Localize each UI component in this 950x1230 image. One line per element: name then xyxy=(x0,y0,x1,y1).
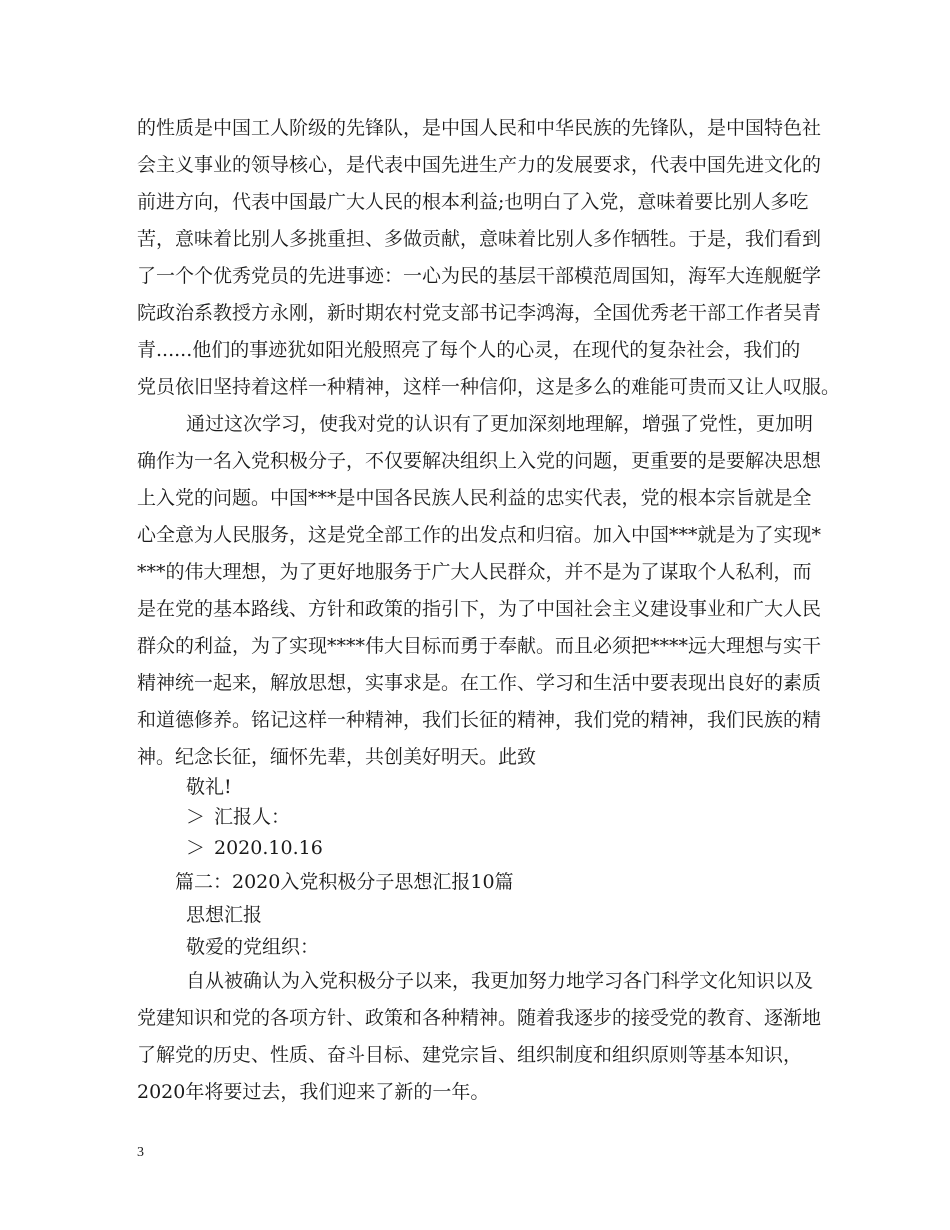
page-number: 3 xyxy=(137,1145,144,1160)
text-line: 的性质是中国工人阶级的先锋队，是中国人民和中华民族的先锋队，是中国特色社 xyxy=(137,117,822,139)
salutation: 敬爱的党组织： xyxy=(186,936,320,958)
text-line: 是在党的基本路线、方针和政策的指引下，为了中国社会主义建设事业和广大人民 xyxy=(137,598,822,620)
text-line: ***的伟大理想，为了更好地服务于广大人民群众，并不是为了谋取个人私利，而 xyxy=(137,561,812,583)
text-line: 通过这次学习，使我对党的认识有了更加深刻地理解，增强了党性，更加明 xyxy=(186,413,814,435)
text-line: 上入党的问题。中国***是中国各民族人民利益的忠实代表，党的根本宗旨就是全 xyxy=(137,487,812,509)
chevron-right-icon: ＞ xyxy=(186,837,206,859)
text-line: 党员依旧坚持着这样一种精神，这样一种信仰，这是多么的难能可贵而又让人叹服。 xyxy=(137,376,841,398)
text-line: 院政治系教授方永刚，新时期农村党支部书记李鸿海，全国优秀老干部工作者吴青 xyxy=(137,302,822,324)
text-line: 自从被确认为入党积极分子以来，我更加努力地学习各门科学文化知识以及 xyxy=(186,970,814,992)
text-line: 了解党的历史、性质、奋斗目标、建党宗旨、组织制度和组织原则等基本知识， xyxy=(137,1044,803,1066)
list-item xyxy=(186,833,323,863)
list-item xyxy=(186,802,290,832)
reporter-label: 汇报人： xyxy=(214,806,291,828)
chevron-right-icon: ＞ xyxy=(186,806,206,828)
text-line: 和道德修养。铭记这样一种精神，我们长征的精神，我们党的精神，我们民族的精 xyxy=(137,709,822,731)
text-line: 2020年将要过去，我们迎来了新的一年。 xyxy=(137,1081,490,1103)
text-line: 了一个个优秀党员的先进事迹：一心为民的基层干部模范周国知，海军大连舰艇学 xyxy=(137,265,822,287)
report-title: 思想汇报 xyxy=(186,904,263,926)
text-line: 青......他们的事迹犹如阳光般照亮了每个人的心灵，在现代的复杂社会，我们的 xyxy=(137,339,801,361)
text-line: 神。纪念长征，缅怀先辈，共创美好明天。此致 xyxy=(137,746,537,768)
section-title: 篇二：2020入党积极分子思想汇报10篇 xyxy=(175,871,514,893)
text-line: 群众的利益，为了实现****伟大目标而勇于奉献。而且必须把****远大理想与实干 xyxy=(137,635,822,657)
text-line: 苦，意味着比别人多挑重担、多做贡献，意味着比别人多作牺牲。于是，我们看到 xyxy=(137,228,822,250)
text-line: 确作为一名入党积极分子，不仅要解决组织上入党的问题，更重要的是要解决思想 xyxy=(137,450,822,472)
text-line: 心全意为人民服务，这是党全部工作的出发点和归宿。加入中国***就是为了实现* xyxy=(137,524,822,546)
closing-line: 敬礼! xyxy=(186,776,232,798)
report-date: 2020.10.16 xyxy=(214,837,323,859)
text-line: 会主义事业的领导核心，是代表中国先进生产力的发展要求，代表中国先进文化的 xyxy=(137,154,822,176)
text-line: 精神统一起来，解放思想，实事求是。在工作、学习和生活中要表现出良好的素质 xyxy=(137,672,822,694)
text-line: 前进方向，代表中国最广大人民的根本利益;也明白了入党，意味着要比别人多吃 xyxy=(137,191,809,213)
text-line: 党建知识和党的各项方针、政策和各种精神。随着我逐步的接受党的教育、逐渐地 xyxy=(137,1007,822,1029)
